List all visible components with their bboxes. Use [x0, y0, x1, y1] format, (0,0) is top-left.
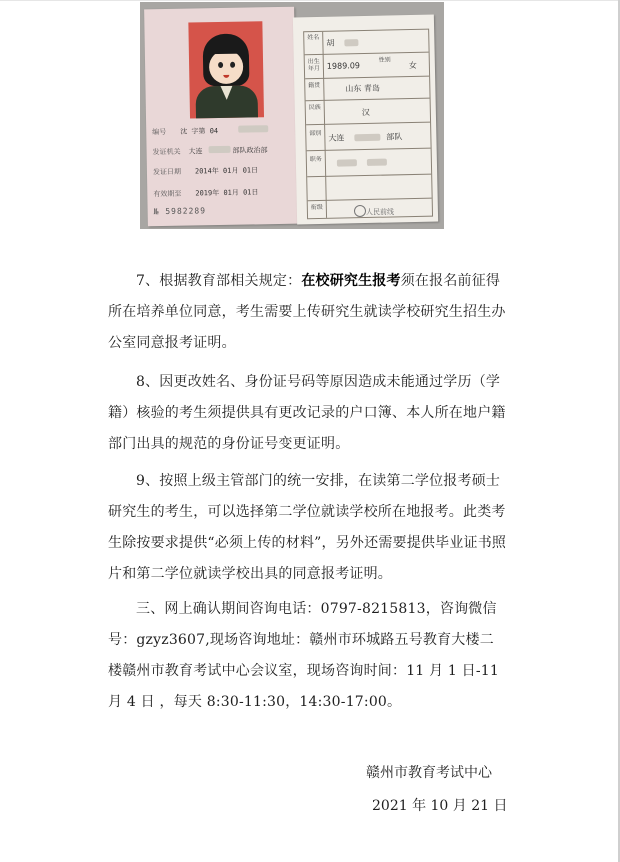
card-issuer-label: 发证机关 — [152, 147, 181, 157]
paragraph-7-body: 须在报名前征得所在培养单位同意，考生需要上传研究生就读学校研究生招生办公室同意报考证明。 — [108, 273, 506, 351]
card-duty-label: 职务 — [309, 155, 322, 164]
card-unit-value: 大连 — [328, 133, 345, 143]
card-origin-label: 籍贯 — [308, 81, 321, 90]
card-serial-number: № 5982289 — [153, 206, 207, 217]
card-issue-date-label: 发证日期 — [152, 167, 182, 177]
portrait-bangs — [207, 40, 245, 55]
portrait-eye-right — [230, 62, 235, 68]
redaction-block — [238, 125, 268, 133]
card-rank-label: 衔级 — [310, 203, 323, 212]
card-unit-label: 部别 — [309, 129, 322, 138]
card-name-value: 胡 — [326, 38, 335, 48]
card-birth-value: 1989.09 — [326, 61, 361, 71]
paragraph-8: 8、因更改姓名、身份证号码等原因造成未能通过学历（学籍）核验的考生须提供具有更改记录的户口簿、本人所在地户籍部门出具的规范的身份证号变更证明。 — [108, 374, 506, 452]
card-number-label: 编号 — [152, 127, 167, 137]
redaction-block — [209, 146, 231, 153]
id-card-left-page — [144, 7, 298, 227]
redaction-block — [344, 39, 358, 46]
signature-date: 2021 年 10 月 21 日 — [372, 798, 508, 814]
redaction-block — [367, 159, 387, 166]
card-unit-suffix: 部队 — [386, 132, 403, 142]
redaction-block — [337, 159, 357, 166]
card-ethnicity-value: 汉 — [361, 107, 370, 118]
card-issuer-suffix: 部队政治部 — [232, 146, 268, 155]
contact-info-paragraph: 三、网上确认期间咨询电话：0797-8215813，咨询微信号：gzyz3607,现场咨询地址：赣州市环城路五号教育大楼二楼赣州市教育考试中心会议室，现场咨询时间：11 月 1 日-11 月 4 日 ，每天 8:30-11:30，14:30-17:00。 — [108, 601, 500, 710]
id-card-photo — [140, 2, 444, 229]
paragraph-7 — [108, 266, 508, 359]
page-top-edge — [0, 0, 620, 1]
paragraph-7-intro: 7、根据教育部相关规定： — [136, 273, 302, 289]
id-card-right-page — [293, 15, 438, 225]
watermark-logo-icon — [354, 205, 366, 217]
card-sex-label: 性别 — [378, 56, 391, 64]
redaction-block — [354, 134, 380, 142]
portrait-eye-left — [218, 62, 223, 68]
card-valid-value: 2019年 01月 01日 — [195, 188, 259, 198]
portrait-image — [188, 21, 264, 118]
card-origin-value: 山东 青岛 — [345, 83, 380, 94]
watermark-text: 人民前线 — [366, 208, 394, 216]
card-info-grid — [303, 29, 433, 220]
card-issuer-value: 大连 — [188, 147, 203, 156]
card-issue-date-value: 2014年 01月 01日 — [194, 166, 259, 176]
card-number-value: 沈 字第 04 — [180, 127, 219, 136]
card-valid-label: 有效期至 — [153, 189, 182, 199]
card-sex-value: 女 — [408, 60, 417, 71]
card-birth-label: 出生年月 — [307, 57, 320, 73]
card-ethnicity-label: 民族 — [308, 103, 321, 112]
paragraph-7-emphasis: 在校研究生报考 — [301, 273, 401, 289]
paragraph-9: 9、按照上级主管部门的统一安排，在读第二学位报考硕士研究生的考生，可以选择第二学位就读学校所在地报考。此类考生除按要求提供“必须上传的材料”，另外还需要提供毕业证书照片和第二学位就读学校出具的同意报考证明。 — [108, 473, 507, 582]
signature-organization: 赣州市教育考试中心 — [366, 765, 492, 781]
card-name-label: 姓名 — [307, 33, 320, 42]
